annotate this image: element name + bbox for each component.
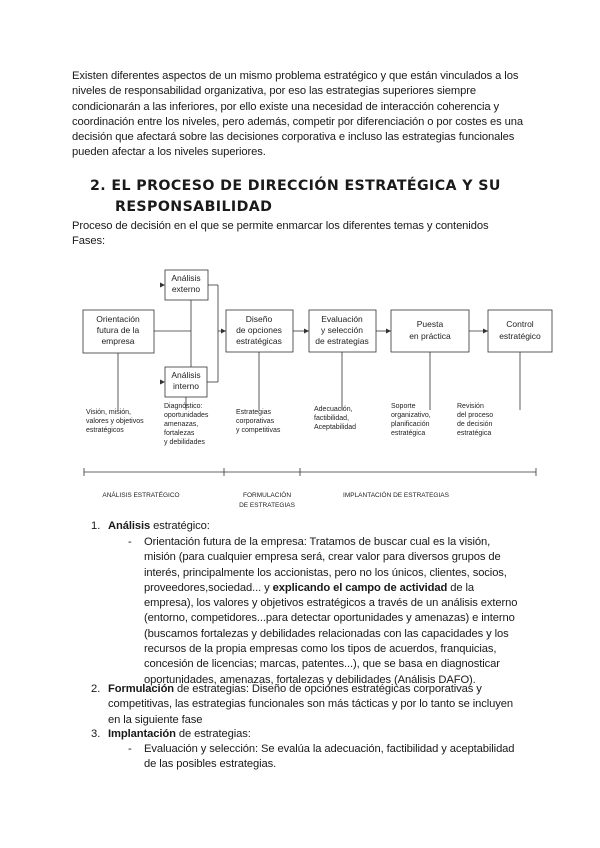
- section-title-line1: EL PROCESO DE DIRECCIÓN ESTRATÉGICA Y SU: [111, 178, 501, 194]
- note-diag-l3: amenazas,: [164, 421, 199, 428]
- note-soporte-l4: estratégica: [391, 430, 426, 437]
- note-diag-l4: fortalezas: [164, 430, 195, 437]
- list-item-1-bold: Análisis: [108, 520, 151, 532]
- note-diag-l5: y debilidades: [164, 439, 205, 446]
- sub-line: Orientación futura de la empresa: Tratamos de buscar cual es la visión,: [144, 536, 491, 548]
- note-vision-l2: valores y objetivos: [86, 418, 144, 425]
- box-puesta-l1: Puesta: [416, 319, 444, 329]
- box-interno-l1: Análisis: [171, 370, 201, 380]
- note-adec-l2: factibilidad,: [314, 415, 350, 422]
- list-item-2-line: en la siguiente fase: [108, 713, 203, 726]
- box-diseno-l3: estratégicas: [236, 336, 282, 346]
- box-evaluacion-l1: Evaluación: [321, 314, 363, 324]
- sub-line: recursos de la propia empresas como los tipos de acuerdos, franquicias,: [144, 643, 497, 656]
- list-item-2-bold: Formulación: [108, 683, 175, 695]
- note-soporte-l3: planificación: [391, 421, 430, 428]
- box-diseno-l1: Diseño: [245, 314, 273, 324]
- list-item-1-dash: -: [128, 536, 132, 548]
- list-item-3-dash: -: [128, 743, 132, 755]
- phase-implantacion: IMPLANTACIÓN DE ESTRATEGIAS: [343, 492, 449, 499]
- list-item-2: [108, 682, 538, 728]
- section-number: 2.: [90, 178, 107, 194]
- sub-line: Evaluación y selección: Se evalúa la adecuación, factibilidad y aceptabilidad: [144, 743, 515, 755]
- note-soporte-l2: organizativo,: [391, 412, 431, 419]
- sub-line: empresa), los valores y objetivos estratégicos a través de un análisis externo: [144, 597, 518, 610]
- list-item-3-sub: [144, 742, 534, 773]
- sub-line: (buscamos fortalezas y debilidades relacionadas con las capacidades y los: [144, 627, 509, 640]
- note-revision-l2: del proceso: [457, 412, 494, 419]
- list-item-2-line: competitivas, las estrategias funcionales son más tácticas y por lo tanto se incluyen: [108, 698, 514, 711]
- list-item-3: [108, 727, 528, 742]
- list-item-2-line1: [108, 682, 538, 697]
- box-externo-l1: Análisis: [171, 273, 201, 283]
- phase-formulacion-l1: FORMULACIÓN: [242, 492, 292, 499]
- box-orientacion-l2: futura de la: [96, 325, 140, 335]
- sub-line-post: de la: [447, 581, 475, 594]
- note-revision-l4: estratégica: [457, 430, 492, 437]
- phase-formulacion-l2: DE ESTRATEGIAS: [239, 502, 295, 509]
- note-revision-l1: Revisión: [457, 403, 484, 410]
- note-soporte-l1: Soporte: [391, 403, 416, 410]
- box-puesta-l2: en práctica: [409, 331, 451, 341]
- list-item-1-sub: [144, 535, 534, 688]
- list-item-2-rest: de estrategias: Diseño de opciones estratégicas corporativas y: [174, 683, 482, 695]
- box-interno-l2: interno: [173, 381, 199, 391]
- box-diseno-l2: de opciones: [236, 325, 282, 335]
- note-revision-l3: de decisión: [457, 421, 493, 428]
- box-control-l1: Control: [506, 319, 534, 329]
- box-evaluacion-l3: de estrategias: [315, 336, 369, 346]
- note-estr-l2: corporativas: [236, 418, 275, 425]
- box-orientacion-l1: Orientación: [96, 314, 140, 324]
- note-vision-l3: estratégicos: [86, 427, 124, 434]
- subtitle-line1: Proceso de decisión en el que se permite enmarcar los diferentes temas y contenidos: [72, 220, 489, 232]
- note-adec-l1: Adecuación,: [314, 406, 353, 413]
- list-num-1: 1.: [91, 520, 101, 532]
- sub-line: oportunidades, amenazas, fortalezas y debilidades (Análisis DAFO).: [144, 673, 476, 686]
- sub-line: concesión de licencias; marcas, patentes...), que se basa en diagnosticar: [144, 658, 500, 671]
- sub-line-pre: proveedores,sociedad... y: [144, 581, 273, 594]
- box-evaluacion-l2: y selección: [320, 325, 364, 335]
- phase-analisis: ANÁLISIS ESTRATÉGICO: [102, 492, 180, 499]
- list-item-1-rest: estratégico:: [150, 520, 210, 532]
- sub-line-bold: explicando el campo de actividad: [272, 581, 448, 594]
- box-control-l2: estratégico: [499, 331, 541, 341]
- list-item-1: [108, 519, 528, 534]
- intro-paragraph: Existen diferentes aspectos de un mismo problema estratégico y que están vinculados a los niveles de responsabilidad organizativa, por eso las estrategias superiores siempre condicionarán a las inferiores, por ello existe una necesidad de interacción coherencia y coordinación entre los niveles, pero además, competir por diferenciación o por costes es una decisión que afectará sobre las decisiones corporativa e incluso las estrategias funcionales pueden afectar a los niveles superiores.: [72, 70, 523, 159]
- note-diag-l1: Diagnóstico:: [164, 403, 203, 410]
- section-title-line2: RESPONSABILIDAD: [115, 199, 273, 215]
- sub-line: (entorno, competidores...para detectar oportunidades y amenazas) e interno: [144, 612, 515, 625]
- box-orientacion-l3: empresa: [101, 336, 135, 346]
- note-adec-l3: Aceptabilidad: [314, 424, 357, 431]
- sub-line: de las posibles estrategias.: [144, 758, 277, 771]
- sub-line: [144, 581, 534, 596]
- note-estr-l3: y competitivas: [236, 427, 281, 434]
- note-diag-l2: oportunidades: [164, 412, 209, 419]
- list-item-3-rest: de estrategias:: [175, 728, 251, 740]
- note-estr-l1: Estrategias: [236, 409, 272, 416]
- list-item-3-bold: Implantación: [108, 728, 176, 740]
- note-vision-l1: Visión, misión,: [86, 409, 132, 416]
- list-num-2: 2.: [91, 683, 101, 695]
- box-externo-l2: externo: [171, 284, 201, 294]
- sub-line: interés, principalmente los accionistas, pero no los únicos, clientes, socios,: [144, 566, 507, 579]
- list-num-3: 3.: [91, 728, 101, 740]
- subtitle-line2: Fases:: [72, 235, 105, 248]
- sub-line: misión (para cualquier empresa será, crear valor para diversos grupos de: [144, 551, 501, 564]
